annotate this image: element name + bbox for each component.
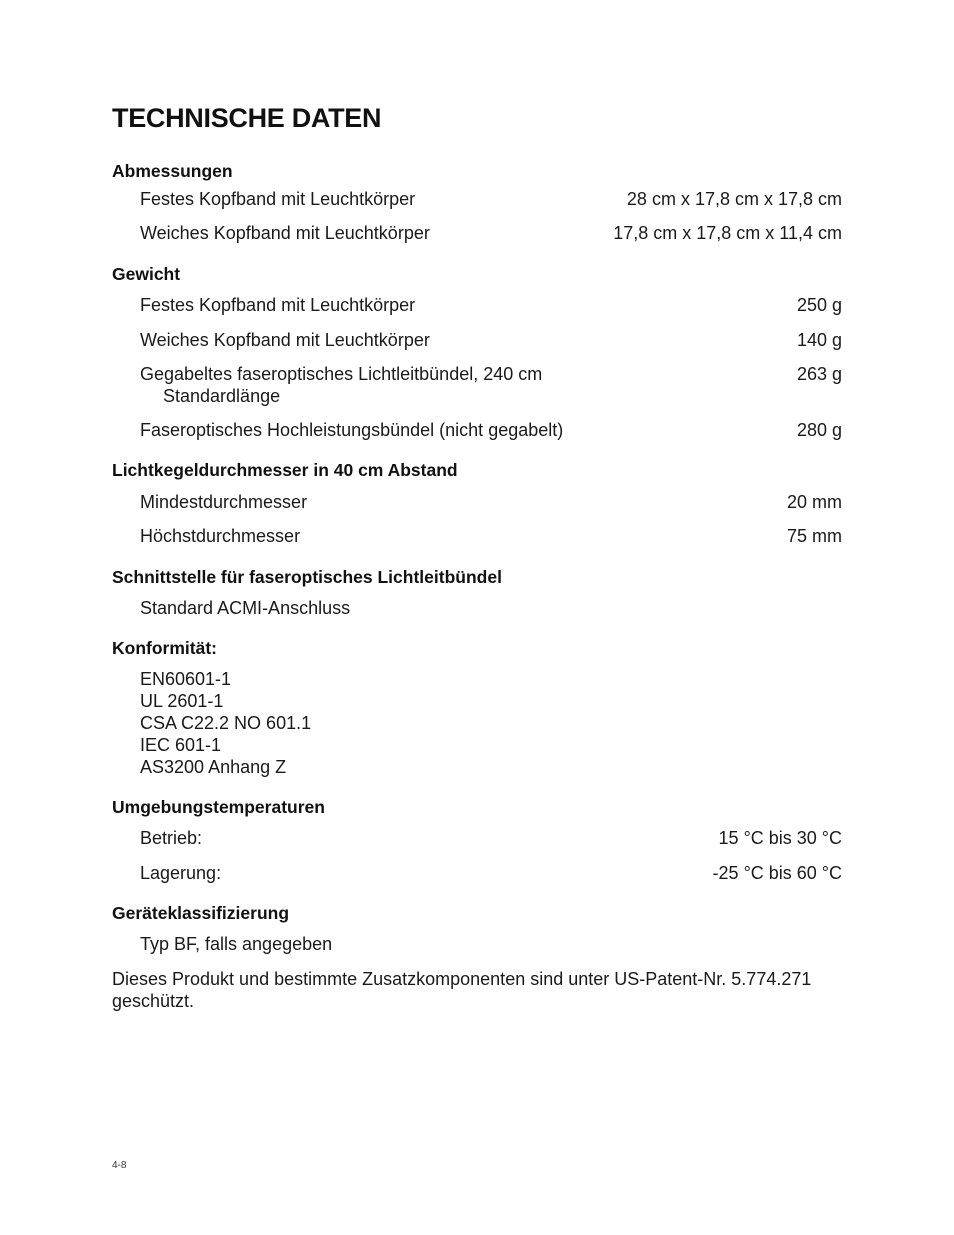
spec-label-continuation: Standardlänge (163, 386, 281, 406)
section-heading-schnittstelle: Schnittstelle für faseroptisches Lichtleitbündel (112, 567, 502, 587)
spec-value: -25 °C bis 60 °C (712, 863, 842, 883)
spec-label: Höchstdurchmesser (140, 526, 301, 546)
spec-row (140, 419, 842, 441)
list-item: EN60601-1 (140, 669, 232, 689)
section-heading-klassifizierung: Geräteklassifizierung (112, 903, 290, 923)
spec-row (140, 363, 842, 407)
spec-row (140, 294, 842, 316)
spec-value: 17,8 cm x 17,8 cm x 11,4 cm (613, 223, 842, 243)
spec-value: 263 g (796, 364, 842, 384)
spec-label (140, 363, 542, 407)
list-item: IEC 601-1 (140, 735, 222, 755)
spec-row (140, 222, 842, 244)
spec-label: Festes Kopfband mit Leuchtkörper (140, 189, 416, 209)
spec-text: Typ BF, falls angegeben (140, 934, 333, 954)
list-item: UL 2601-1 (140, 691, 224, 711)
spec-text: Standard ACMI-Anschluss (140, 598, 351, 618)
conformity-list (140, 668, 311, 778)
spec-value: 140 g (796, 330, 842, 350)
patent-note: Dieses Produkt und bestimmte Zusatzkomponenten sind unter US-Patent-Nr. 5.774.271 geschützt. (112, 969, 812, 1011)
spec-row (140, 329, 842, 351)
section-heading-konformitaet: Konformität: (112, 638, 217, 658)
spec-value: 20 mm (786, 492, 842, 512)
spec-label: Lagerung: (140, 863, 222, 883)
list-item: AS3200 Anhang Z (140, 757, 287, 777)
spec-row (140, 827, 842, 849)
spec-label: Weiches Kopfband mit Leuchtkörper (140, 330, 430, 350)
spec-row (140, 188, 842, 210)
spec-label-line: Gegabeltes faseroptisches Lichtleitbündel, 240 cm (140, 364, 543, 384)
list-item: CSA C22.2 NO 601.1 (140, 713, 312, 733)
spec-value: 250 g (796, 295, 842, 315)
spec-row (140, 525, 842, 547)
page-number: 4-8 (112, 1160, 127, 1171)
spec-row (140, 491, 842, 513)
spec-label: Betrieb: (140, 828, 203, 848)
spec-label: Weiches Kopfband mit Leuchtkörper (140, 223, 430, 243)
section-heading-gewicht: Gewicht (112, 264, 181, 284)
spec-value: 75 mm (786, 526, 842, 546)
spec-label: Faseroptisches Hochleistungsbündel (nicht gegabelt) (140, 420, 564, 440)
section-heading-temperaturen: Umgebungstemperaturen (112, 797, 325, 817)
spec-row (140, 862, 842, 884)
spec-value: 28 cm x 17,8 cm x 17,8 cm (626, 189, 842, 209)
section-heading-lichtkegel: Lichtkegeldurchmesser in 40 cm Abstand (112, 460, 458, 480)
spec-label: Mindestdurchmesser (140, 492, 308, 512)
spec-label: Festes Kopfband mit Leuchtkörper (140, 295, 416, 315)
spec-value: 15 °C bis 30 °C (718, 828, 842, 848)
section-heading-abmessungen: Abmessungen (112, 161, 233, 181)
spec-value: 280 g (796, 420, 842, 440)
page-title: TECHNISCHE DATEN (112, 103, 382, 133)
